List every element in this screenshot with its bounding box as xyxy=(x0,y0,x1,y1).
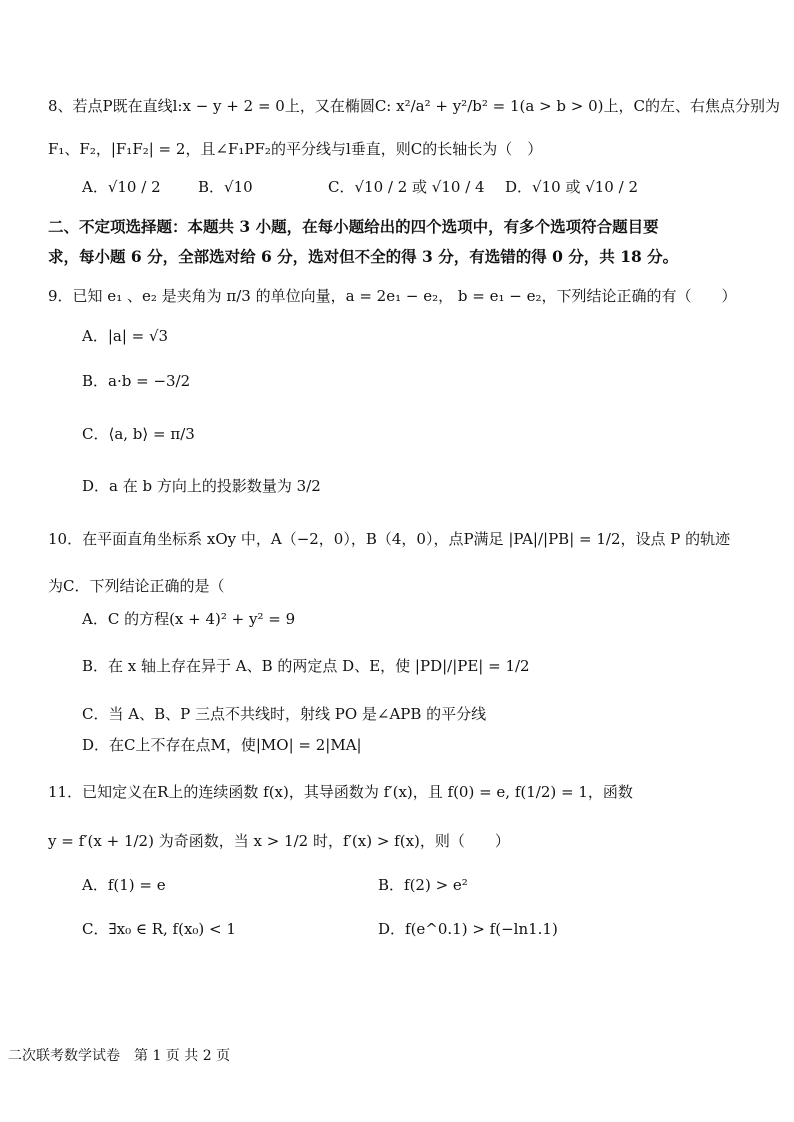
q11-option-c: C．∃x₀ ∈ R, f(x₀) < 1 xyxy=(82,920,236,938)
q8-stem-line1: 8、若点P既在直线l:x − y + 2 = 0上，又在椭圆C: x²/a² + y²/b² = 1(a > b > 0)上，C的左、右焦点分别为 xyxy=(48,97,780,115)
section2-heading-line1: 二、不定项选择题：本题共 3 小题，在每小题给出的四个选项中，有多个选项符合题目要 xyxy=(48,217,659,236)
q9-option-a: A．|a| = √3 xyxy=(82,327,169,345)
q11-option-d: D．f(e^0.1) > f(−ln1.1) xyxy=(378,920,558,938)
q10-stem-line2: 为C．下列结论正确的是（ xyxy=(48,577,225,595)
q11-option-a: A．f(1) = e xyxy=(82,876,166,894)
q9-stem: 9．已知 e₁ 、e₂ 是夹角为 π/3 的单位向量，a = 2e₁ − e₂， b = e₁ − e₂，下列结论正确的有（ ） xyxy=(48,287,737,305)
q11-option-b: B．f(2) > e² xyxy=(378,876,468,894)
section2-heading-line2: 求，每小题 6 分，全部选对给 6 分，选对但不全的得 3 分，有选错的得 0 分，共 18 分。 xyxy=(48,247,679,266)
q11-stem-line1: 11．已知定义在R上的连续函数 f(x)，其导函数为 f′(x)，且 f(0) = e, f(1/2) = 1，函数 xyxy=(48,783,633,801)
q10-stem-line1: 10．在平面直角坐标系 xOy 中，A（−2，0），B（4，0），点P满足 |PA|/|PB| = 1/2，设点 P 的轨迹 xyxy=(48,530,731,548)
q10-option-a: A．C 的方程(x + 4)² + y² = 9 xyxy=(82,610,296,628)
q9-option-b: B．a·b = −3/2 xyxy=(82,372,191,390)
q8-option-a: A．√10 / 2 xyxy=(82,178,161,196)
q10-option-b: B．在 x 轴上存在异于 A、B 的两定点 D、E，使 |PD|/|PE| = 1/2 xyxy=(82,657,530,675)
page-footer: 二次联考数学试卷 第 1 页 共 2 页 xyxy=(8,1048,231,1064)
q8-option-b: B．√10 xyxy=(198,178,253,196)
q11-stem-line2: y = f′(x + 1/2) 为奇函数，当 x > 1/2 时，f′(x) > f(x)，则（ ） xyxy=(48,832,510,850)
q8-stem-line2: F₁、F₂，|F₁F₂| = 2，且∠F₁PF₂的平分线与l垂直，则C的长轴长为（ ） xyxy=(48,140,543,158)
q10-option-c: C．当 A、B、P 三点不共线时，射线 PO 是∠APB 的平分线 xyxy=(82,705,487,723)
q8-option-c: C．√10 / 2 或 √10 / 4 xyxy=(328,178,485,196)
q9-option-c: C．⟨a, b⟩ = π/3 xyxy=(82,425,195,443)
q10-option-d: D．在C上不存在点M，使|MO| = 2|MA| xyxy=(82,736,362,754)
q8-option-d: D．√10 或 √10 / 2 xyxy=(505,178,638,196)
q9-option-d: D．a 在 b 方向上的投影数量为 3/2 xyxy=(82,477,321,495)
